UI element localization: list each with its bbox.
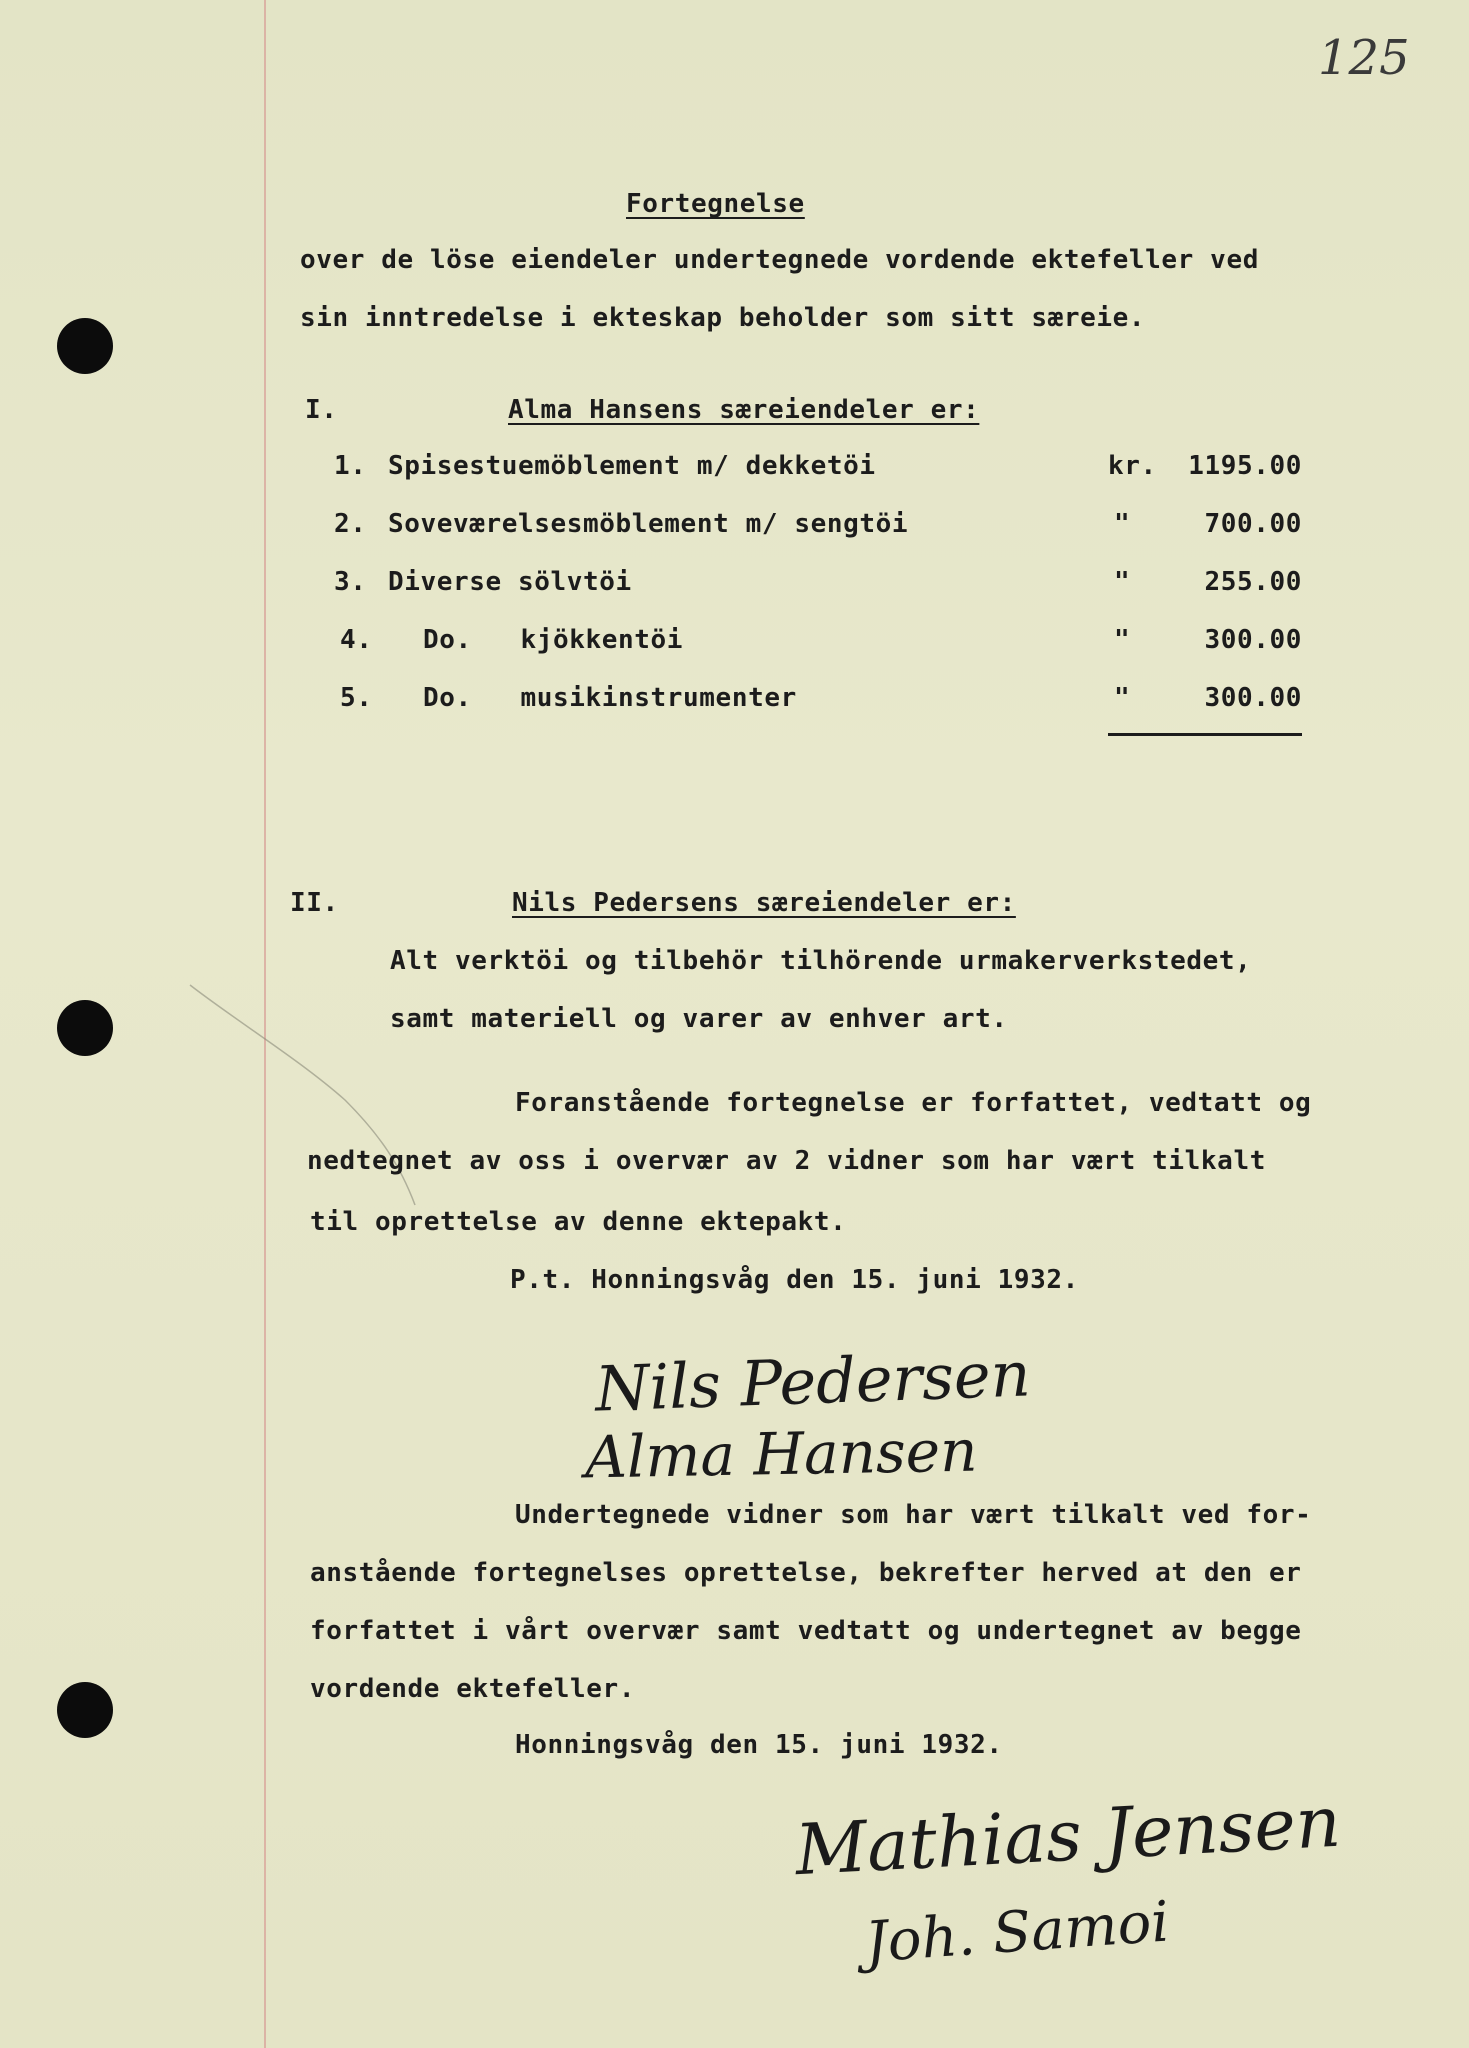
item-1-number: 1. [334, 451, 367, 481]
item-5-description: Do. musikinstrumenter [423, 683, 797, 713]
item-1-amount: 1195.00 [1188, 451, 1302, 481]
item-2-currency: " [1114, 509, 1131, 539]
paragraph2-line-1: Undertegnede vidner som har vært tilkalt ved for- [515, 1500, 1312, 1530]
item-5-amount: 300.00 [1204, 683, 1302, 713]
paragraph2-line-3: forfattet i vårt overvær samt vedtatt og undertegnet av begge [310, 1616, 1302, 1646]
item-3-description: Diverse sölvtöi [388, 567, 632, 597]
item-3-number: 3. [334, 567, 367, 597]
section2-numeral: II. [290, 888, 339, 918]
place-date-1: P.t. Honningsvåg den 15. juni 1932. [510, 1265, 1079, 1295]
item-5-currency: " [1114, 683, 1131, 713]
section1-numeral: I. [305, 395, 338, 425]
item-4-amount: 300.00 [1204, 625, 1302, 655]
item-4-currency: " [1114, 625, 1131, 655]
place-date-2: Honningsvåg den 15. juni 1932. [515, 1730, 1003, 1760]
paragraph1-line-3: til oprettelse av denne ektepakt. [310, 1207, 847, 1237]
section2-line-2: samt materiell og varer av enhver art. [390, 1004, 1008, 1034]
section2-line-1: Alt verktöi og tilbehör tilhörende urmakerverkstedet, [390, 946, 1252, 976]
item-5-number: 5. [340, 683, 373, 713]
signature-alma-hansen: Alma Hansen [584, 1416, 978, 1492]
paragraph1-line-2: nedtegnet av oss i overvær av 2 vidner som har vært tilkalt [307, 1146, 1266, 1176]
intro-line-1: over de löse eiendeler undertegnede vordende ektefeller ved [300, 245, 1259, 275]
item-1-description: Spisestuemöblement m/ dekketöi [388, 451, 876, 481]
item-2-amount: 700.00 [1204, 509, 1302, 539]
item-3-currency: " [1114, 567, 1131, 597]
item-4-number: 4. [340, 625, 373, 655]
paragraph2-line-2: anstående fortegnelses oprettelse, bekrefter herved at den er [310, 1558, 1302, 1588]
paragraph2-line-4: vordende ektefeller. [310, 1674, 636, 1704]
item-2-number: 2. [334, 509, 367, 539]
document-title: Fortegnelse [626, 189, 805, 219]
page-number: 125 [1318, 30, 1410, 86]
item-3-amount: 255.00 [1204, 567, 1302, 597]
item-4-description: Do. kjökkentöi [423, 625, 684, 655]
item-1-currency: kr. [1108, 451, 1157, 481]
signature-joh-samoi: Joh. Samoi [863, 1889, 1172, 1976]
item-2-description: Soveværelsesmöblement m/ sengtöi [388, 509, 909, 539]
paragraph1-line-1: Foranstående fortegnelse er forfattet, vedtatt og [515, 1088, 1312, 1118]
intro-line-2: sin inntredelse i ekteskap beholder som sitt særeie. [300, 303, 1146, 333]
section2-heading: Nils Pedersens særeiendeler er: [512, 888, 1016, 918]
signature-nils-pedersen: Nils Pedersen [593, 1337, 1032, 1426]
section1-heading: Alma Hansens særeiendeler er: [508, 395, 980, 425]
signature-mathias-jensen: Mathias Jensen [793, 1780, 1343, 1892]
sum-rule [1108, 733, 1302, 736]
